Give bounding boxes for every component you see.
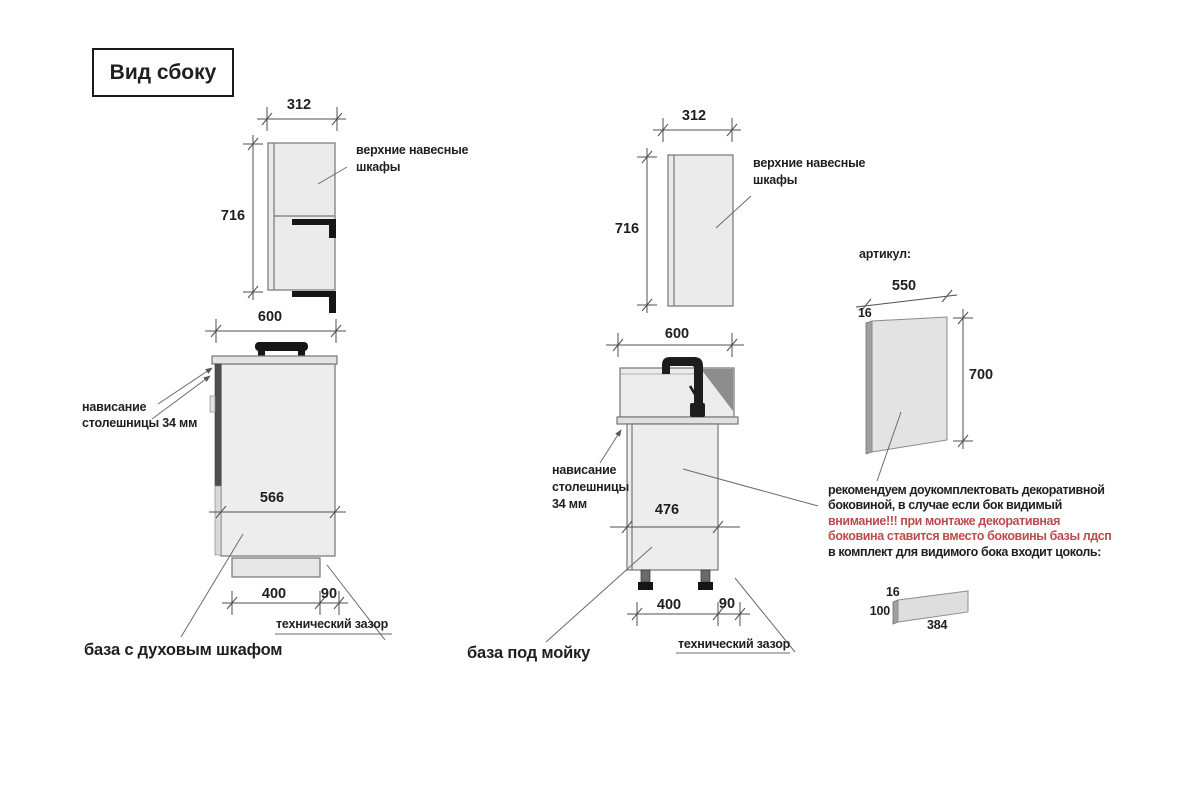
note-line1: рекомендуем доукомплектовать декоративной bbox=[828, 483, 1105, 497]
label-upper-left-line2: шкафы bbox=[356, 160, 401, 174]
label-panel-heading: артикул: bbox=[859, 247, 911, 261]
label-sink-overhang-line2: столешницы bbox=[552, 480, 629, 494]
base-sink-drawing bbox=[617, 357, 738, 590]
dim-sink-countertop-width: 600 bbox=[664, 326, 690, 342]
dim-oven-tech-gap: 90 bbox=[320, 586, 338, 602]
caption-base-oven: база с духовым шкафом bbox=[84, 641, 283, 659]
label-sink-overhang-line1: нависание bbox=[552, 463, 617, 477]
label-upper-mid-line1: верхние навесные bbox=[753, 156, 866, 170]
dim-sink-depth: 476 bbox=[654, 502, 680, 518]
label-oven-overhang-line2: столешницы 34 мм bbox=[82, 416, 198, 430]
dim-upper-left-height: 716 bbox=[220, 208, 246, 224]
view-title: Вид сбоку bbox=[92, 48, 234, 97]
note-line3: внимание!!! при монтаже декоративная bbox=[828, 513, 1060, 528]
label-oven-tech-gap: технический зазор bbox=[276, 617, 389, 631]
dim-upper-mid-height: 716 bbox=[614, 221, 640, 237]
base-oven-drawing bbox=[210, 342, 337, 577]
side-panel-drawing bbox=[866, 317, 947, 454]
label-upper-mid-line2: шкафы bbox=[753, 173, 798, 187]
dim-sink-tech-gap: 90 bbox=[718, 596, 736, 612]
dim-panel-height: 700 bbox=[968, 367, 994, 383]
dim-plinth-length: 384 bbox=[927, 618, 948, 632]
label-sink-overhang-line3: 34 мм bbox=[552, 497, 587, 511]
dim-plinth-height: 100 bbox=[869, 604, 890, 618]
dim-upper-mid-width: 312 bbox=[681, 108, 707, 124]
dim-sink-plinth: 400 bbox=[656, 597, 682, 613]
note-block bbox=[828, 483, 1111, 560]
note-line2: боковиной, в случае если бок видимый bbox=[828, 498, 1062, 513]
note-line4: боковина ставится вместо боковины базы лдсп bbox=[828, 529, 1112, 544]
dim-panel-width: 550 bbox=[891, 278, 917, 294]
dim-upper-left-width: 312 bbox=[286, 97, 312, 113]
label-oven-overhang-line1: нависание bbox=[82, 400, 147, 414]
note-line5: в комплект для видимого бока входит цоколь: bbox=[828, 544, 1101, 559]
dim-oven-depth: 566 bbox=[259, 490, 285, 506]
dim-plinth-thickness: 16 bbox=[886, 585, 900, 599]
upper-cabinet-mid-drawing bbox=[668, 155, 733, 306]
dim-panel-thickness: 16 bbox=[858, 306, 872, 320]
caption-base-sink: база под мойку bbox=[467, 644, 591, 662]
upper-cabinet-left-drawing bbox=[268, 143, 336, 313]
dim-oven-countertop-width: 600 bbox=[257, 309, 283, 325]
dim-oven-plinth: 400 bbox=[261, 586, 287, 602]
label-sink-tech-gap: технический зазор bbox=[678, 637, 791, 651]
label-upper-left-line1: верхние навесные bbox=[356, 143, 469, 157]
